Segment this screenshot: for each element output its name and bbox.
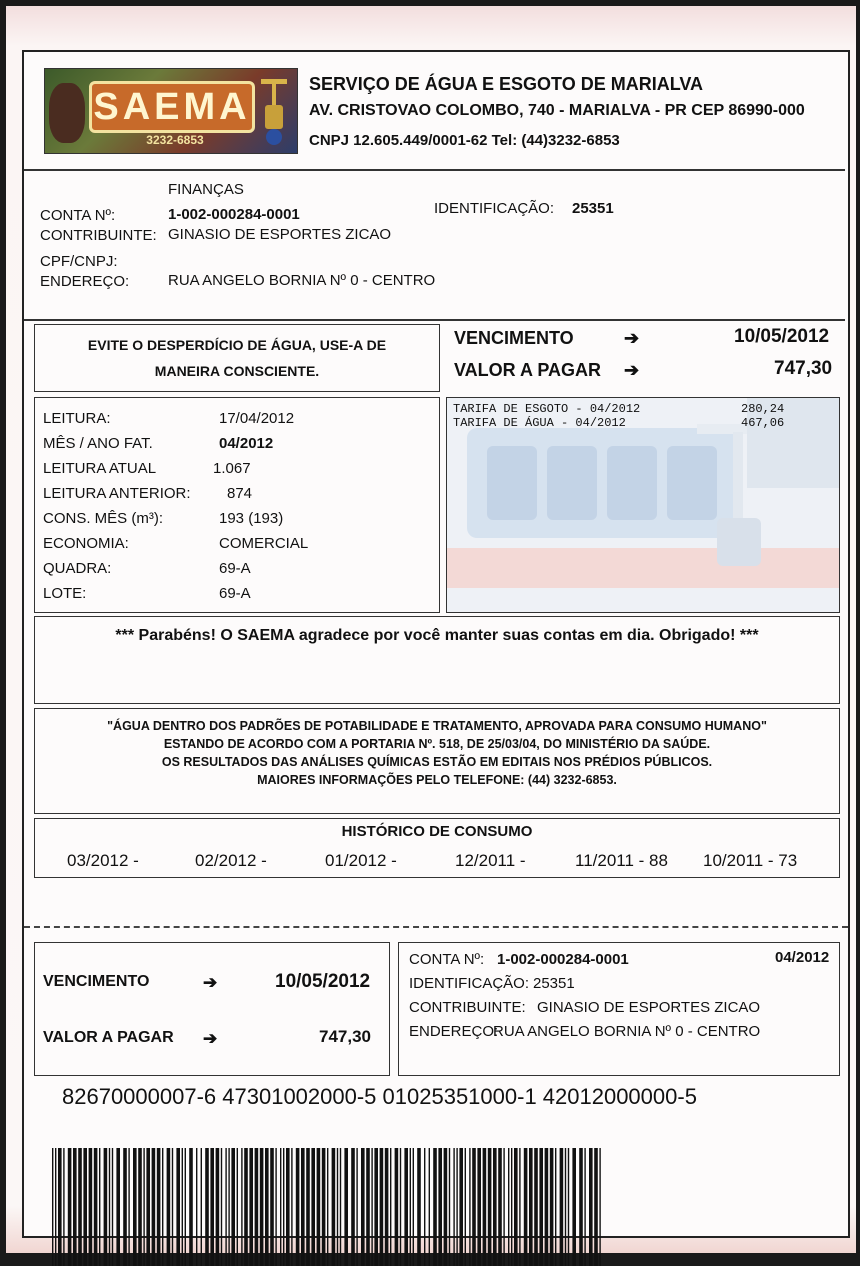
reading-label: LEITURA ATUAL	[43, 460, 157, 477]
quality-line: ESTANDO DE ACORDO COM A PORTARIA Nº. 518, DE 25/03/04, DO MINISTÉRIO DA SAÚDE.	[163, 737, 711, 751]
org-address: AV. CRISTOVAO COLOMBO, 740 - MARIALVA - PR CEP 86990-000	[309, 102, 805, 119]
barcode-bar	[237, 1148, 238, 1266]
barcode-bar	[78, 1148, 82, 1266]
barcode-bar	[322, 1148, 326, 1266]
barcode-bar	[157, 1148, 161, 1266]
history-item: 03/2012 -	[67, 851, 139, 870]
barcode-bar	[112, 1148, 113, 1266]
reading-labels	[43, 406, 191, 606]
barcode-bar	[317, 1148, 321, 1266]
barcode-bar	[73, 1148, 77, 1266]
barcode-bar	[189, 1148, 193, 1266]
barcode-bar	[572, 1148, 576, 1266]
arrow-right-icon: ➔	[203, 973, 218, 992]
barcode-bar	[424, 1148, 425, 1266]
barcode-bar	[534, 1148, 538, 1266]
barcode-bar	[296, 1148, 300, 1266]
barcode-bar	[469, 1148, 470, 1266]
barcode-bar	[58, 1148, 62, 1266]
barcode-bar	[265, 1148, 269, 1266]
barcode-bar	[395, 1148, 399, 1266]
barcode-bar	[488, 1148, 492, 1266]
header-section	[24, 52, 845, 171]
stub-ident-label: IDENTIFICAÇÃO:	[409, 975, 530, 992]
barcode-bar	[453, 1148, 454, 1266]
barcode-bar	[327, 1148, 328, 1266]
reading-value: 193 (193)	[219, 510, 284, 527]
barcode-bar	[332, 1148, 336, 1266]
quality-line: OS RESULTADOS DAS ANÁLISES QUÍMICAS ESTÃO EM EDITAIS NOS PRÉDIOS PÚBLICOS.	[161, 755, 713, 769]
reading-label: LEITURA ANTERIOR:	[43, 485, 191, 502]
barcode-bar	[477, 1148, 481, 1266]
barcode-bar	[109, 1148, 110, 1266]
barcode-bar	[225, 1148, 226, 1266]
barcode-bar	[380, 1148, 384, 1266]
barcode-bar	[133, 1148, 137, 1266]
barcode-bar	[216, 1148, 220, 1266]
barcode-bar	[438, 1148, 442, 1266]
hands-water-icon	[49, 83, 85, 143]
stub-contrib-value: GINASIO DE ESPORTES ZICAO	[537, 999, 761, 1016]
tariff-agua-label: TARIFA DE ÁGUA - 04/2012	[453, 416, 626, 430]
barcode-bar	[545, 1148, 549, 1266]
notice-line-1: EVITE O DESPERDÍCIO DE ÁGUA, USE-A DE	[87, 337, 387, 353]
barcode-bar	[116, 1148, 120, 1266]
barcode-bar	[128, 1148, 129, 1266]
barcode-bar	[143, 1148, 144, 1266]
endereco-label: ENDEREÇO:	[40, 273, 130, 290]
barcode-bar	[508, 1148, 509, 1266]
reading-label: QUADRA:	[43, 560, 112, 577]
barcode-bar	[205, 1148, 209, 1266]
barcode-bar	[123, 1148, 127, 1266]
valor-label: VALOR A PAGAR	[454, 360, 601, 380]
barcode-bar	[185, 1148, 186, 1266]
conta-value: 1-002-000284-0001	[168, 206, 300, 223]
history-item: 10/2011 - 73	[703, 851, 798, 870]
stub-endereco-label: ENDEREÇO:	[409, 1023, 499, 1040]
barcode-bar	[244, 1148, 248, 1266]
arrow-right-icon: ➔	[624, 360, 640, 380]
barcode-bar	[433, 1148, 437, 1266]
barcode-bar	[344, 1148, 348, 1266]
saema-logo	[44, 68, 298, 154]
stub-contrib-label: CONTRIBUINTE:	[409, 999, 526, 1016]
barcode-bar	[366, 1148, 370, 1266]
arrow-right-icon: ➔	[624, 328, 640, 348]
logo-word: SAEMA	[89, 81, 255, 133]
barcode-bar	[221, 1148, 222, 1266]
barcode-bar	[472, 1148, 476, 1266]
barcode-bar	[456, 1148, 457, 1266]
valve-icon	[259, 77, 289, 147]
reading-value: 04/2012	[219, 435, 274, 452]
reading-label: LOTE:	[43, 585, 87, 602]
barcode-bar	[162, 1148, 163, 1266]
barcode-bar	[104, 1148, 108, 1266]
dept-label: FINANÇAS	[168, 181, 244, 198]
thanks-message: *** Parabéns! O SAEMA agradece por você manter suas contas em dia. Obrigado! ***	[115, 627, 759, 644]
barcode-bar	[260, 1148, 264, 1266]
tariff-esgoto-value: 280,24	[741, 402, 785, 416]
barcode-bar	[167, 1148, 171, 1266]
barcode-bar	[340, 1148, 341, 1266]
barcode-bar	[311, 1148, 315, 1266]
barcode-bar	[579, 1148, 583, 1266]
barcode-bar	[231, 1148, 235, 1266]
stub-conta-label: CONTA Nº:	[409, 951, 485, 968]
barcode-bar	[63, 1148, 64, 1266]
stub-valor-label: VALOR A PAGAR	[43, 1029, 174, 1046]
water-quality-box	[34, 708, 840, 814]
barcode-bar	[599, 1148, 600, 1266]
org-cnpj: CNPJ 12.605.449/0001-62 Tel: (44)3232-6853	[309, 132, 620, 149]
barcode-bar	[374, 1148, 378, 1266]
barcode-bar	[249, 1148, 253, 1266]
bill-paper	[6, 6, 856, 1253]
barcode-bar	[539, 1148, 543, 1266]
barcode-bar	[465, 1148, 466, 1266]
barcode-bar	[182, 1148, 183, 1266]
tariff-agua-value: 467,06	[741, 416, 785, 430]
barcode-bar	[201, 1148, 202, 1266]
endereco-value: RUA ANGELO BORNIA Nº 0 - CENTRO	[168, 272, 436, 289]
quality-text	[35, 717, 839, 789]
stub-vencimento-value: 10/05/2012	[275, 971, 371, 992]
barcode-bar	[270, 1148, 274, 1266]
barcode-bar	[589, 1148, 593, 1266]
watermark-logo-icon	[447, 398, 839, 612]
reading-value: 69-A	[219, 585, 251, 602]
barcode-bar	[400, 1148, 401, 1266]
barcode-bar	[291, 1148, 292, 1266]
barcode-bar	[176, 1148, 180, 1266]
barcode-icon	[52, 1148, 602, 1266]
barcode-bar	[560, 1148, 564, 1266]
barcode-bar	[351, 1148, 355, 1266]
barcode-bar	[449, 1148, 450, 1266]
barcode-bar	[337, 1148, 338, 1266]
barcode-bar	[228, 1148, 229, 1266]
org-name: SERVIÇO DE ÁGUA E ESGOTO DE MARIALVA	[309, 74, 704, 94]
barcode-bar	[390, 1148, 391, 1266]
history-title: HISTÓRICO DE CONSUMO	[341, 823, 533, 840]
arrow-right-icon: ➔	[203, 1029, 218, 1048]
barcode-bar	[68, 1148, 72, 1266]
contrib-label: CONTRIBUINTE:	[40, 227, 157, 244]
barcode-bar	[444, 1148, 448, 1266]
thanks-message-box	[34, 616, 840, 704]
reading-value: 874	[227, 485, 253, 502]
barcode-bar	[371, 1148, 372, 1266]
reading-label: LEITURA:	[43, 410, 111, 427]
stub-period: 04/2012	[775, 949, 830, 966]
reading-value: 1.067	[213, 460, 251, 477]
stub-account-box	[398, 942, 840, 1076]
barcode-bar	[404, 1148, 408, 1266]
barcode-bar	[429, 1148, 430, 1266]
barcode-bar	[196, 1148, 197, 1266]
barcode-bar	[417, 1148, 421, 1266]
quality-line: "ÁGUA DENTRO DOS PADRÕES DE POTABILIDADE E TRATAMENTO, APROVADA PARA CONSUMO HUMANO"	[107, 719, 767, 733]
tariff-esgoto-label: TARIFA DE ESGOTO - 04/2012	[453, 402, 641, 416]
logo-phone: 3232-6853	[146, 133, 204, 147]
barcode-bar	[275, 1148, 276, 1266]
barcode-bar	[306, 1148, 310, 1266]
stub-due-box	[34, 942, 390, 1076]
tariff-details	[446, 397, 840, 613]
stub-endereco-value: RUA ANGELO BORNIA Nº 0 - CENTRO	[493, 1023, 761, 1040]
barcode-bar	[286, 1148, 290, 1266]
reading-value: 17/04/2012	[219, 410, 295, 427]
barcode-bar	[146, 1148, 150, 1266]
barcode-bar	[584, 1148, 585, 1266]
barcode-bar	[594, 1148, 598, 1266]
barcode-bar	[529, 1148, 533, 1266]
barcode-bar	[413, 1148, 414, 1266]
reading-label: MÊS / ANO FAT.	[43, 435, 153, 452]
cpf-label: CPF/CNPJ:	[40, 253, 118, 270]
ident-value: 25351	[572, 200, 614, 217]
reading-value: 69-A	[219, 560, 251, 577]
vencimento-label: VENCIMENTO	[454, 328, 574, 348]
reading-values	[213, 406, 309, 606]
history-item: 02/2012 -	[195, 851, 267, 870]
stub-vencimento-label: VENCIMENTO	[43, 973, 150, 990]
barcode-bar	[519, 1148, 520, 1266]
quality-line: MAIORES INFORMAÇÕES PELO TELEFONE: (44) 3232-6853.	[257, 773, 617, 787]
barcode-bar	[503, 1148, 504, 1266]
barcode-bar	[385, 1148, 389, 1266]
barcode-bar	[565, 1148, 566, 1266]
barcode-bar	[138, 1148, 142, 1266]
barcode-bar	[99, 1148, 100, 1266]
consumption-history	[34, 818, 840, 878]
account-section	[24, 169, 845, 321]
reading-details	[34, 397, 440, 613]
conservation-notice	[34, 324, 440, 392]
conta-label: CONTA Nº:	[40, 207, 116, 224]
barcode-bar	[568, 1148, 569, 1266]
barcode-bar	[483, 1148, 487, 1266]
valor-value: 747,30	[774, 358, 833, 379]
stub-ident-value: 25351	[533, 975, 575, 992]
barcode-bar	[511, 1148, 512, 1266]
barcode-bar	[255, 1148, 259, 1266]
history-item: 12/2011 -	[455, 851, 526, 870]
history-item: 01/2012 -	[325, 851, 397, 870]
barcode-bar	[152, 1148, 156, 1266]
barcode-bar	[241, 1148, 242, 1266]
barcode-bar	[514, 1148, 518, 1266]
barcode-bar	[410, 1148, 411, 1266]
barcode-bar	[361, 1148, 365, 1266]
barcode-bar	[55, 1148, 56, 1266]
barcode-bar	[356, 1148, 357, 1266]
ident-label: IDENTIFICAÇÃO:	[434, 200, 555, 217]
barcode-bar	[459, 1148, 463, 1266]
contrib-value: GINASIO DE ESPORTES ZICAO	[168, 226, 392, 243]
barcode-bar	[280, 1148, 281, 1266]
stub-conta-value: 1-002-000284-0001	[497, 951, 629, 968]
barcode-bar	[210, 1148, 214, 1266]
barcode-bar	[524, 1148, 528, 1266]
bill-sheet	[22, 50, 850, 1238]
barcode-bar	[283, 1148, 284, 1266]
notice-line-2: MANEIRA CONSCIENTE.	[154, 363, 320, 379]
barcode-bar	[493, 1148, 497, 1266]
history-item: 11/2011 - 88	[575, 851, 668, 870]
barcode-bar	[550, 1148, 554, 1266]
barcode-bar	[301, 1148, 305, 1266]
reading-label: CONS. MÊS (m³):	[43, 510, 163, 527]
stub-valor-value: 747,30	[319, 1027, 371, 1046]
vencimento-value: 10/05/2012	[734, 326, 830, 347]
barcode-bar	[52, 1148, 53, 1266]
barcode-bar	[555, 1148, 556, 1266]
barcode-bar	[83, 1148, 87, 1266]
reading-label: ECONOMIA:	[43, 535, 129, 552]
barcode-bar	[498, 1148, 502, 1266]
cut-line	[24, 926, 848, 928]
reading-value: COMERCIAL	[219, 535, 309, 552]
barcode-bar	[94, 1148, 98, 1266]
barcode-number: 82670000007-6 47301002000-5 01025351000-1 42012000000-5	[62, 1084, 697, 1109]
barcode-bar	[172, 1148, 173, 1266]
barcode-bar	[89, 1148, 93, 1266]
